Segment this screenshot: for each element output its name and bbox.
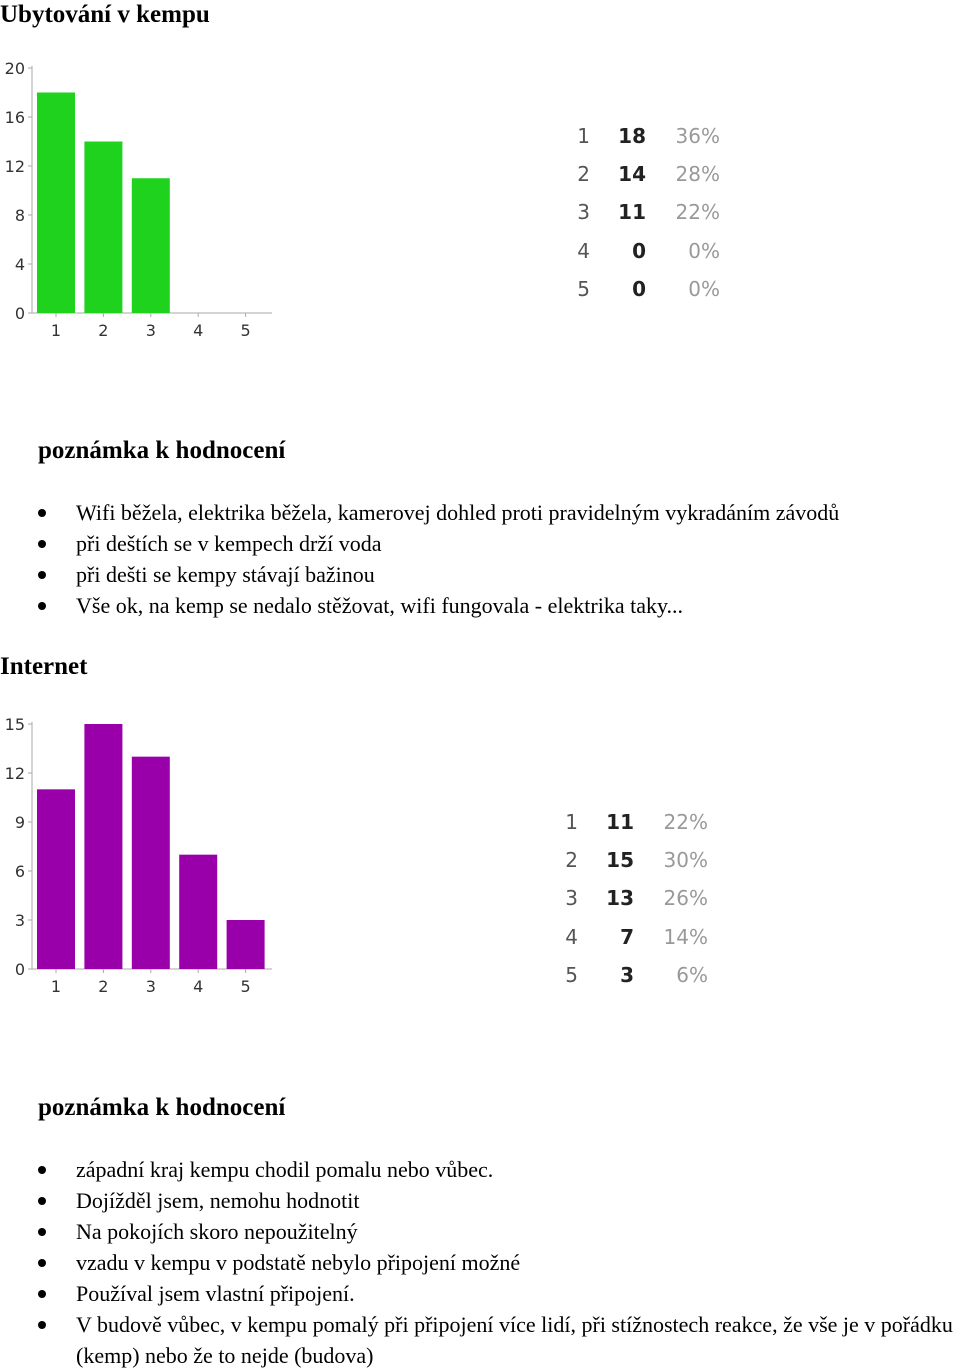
stat-percentage: 26% <box>663 886 708 911</box>
stat-count: 13 <box>606 886 634 911</box>
bar-3 <box>132 178 170 313</box>
stat-percentage: 30% <box>663 848 708 873</box>
y-tick-label: 12 <box>4 157 25 176</box>
stat-category: 5 <box>577 276 590 301</box>
y-tick-label: 20 <box>4 59 25 78</box>
bar-4 <box>179 855 217 969</box>
note-item: Wifi běžela, elektrika běžela, kamerovej dohled proti pravidelným vykradáním závodů <box>76 497 960 528</box>
notes-list-internet <box>0 1154 960 1371</box>
stat-category: 3 <box>565 886 578 911</box>
section-title-internet: Internet <box>0 653 88 680</box>
x-tick-label: 5 <box>240 321 251 340</box>
stat-percentage: 22% <box>663 810 708 834</box>
bar-1 <box>37 93 75 314</box>
x-tick-label: 3 <box>145 977 156 996</box>
stat-count: 18 <box>618 124 646 148</box>
stat-count: 3 <box>620 962 634 987</box>
notes-heading-internet: poznámka k hodnocení <box>38 1094 286 1121</box>
y-tick-label: 16 <box>4 108 25 127</box>
note-item: Na pokojích skoro nepoužitelný <box>76 1216 960 1247</box>
stat-category: 2 <box>565 848 578 873</box>
bar-chart-internet <box>0 708 290 1008</box>
note-item: Dojížděl jsem, nemohu hodnotit <box>76 1185 960 1216</box>
stat-count: 11 <box>606 810 634 834</box>
stat-count: 0 <box>632 238 646 263</box>
stat-percentage: 22% <box>675 200 720 225</box>
y-tick-label: 8 <box>14 206 25 225</box>
y-tick-label: 15 <box>4 715 25 734</box>
bar-chart-ubytovani <box>0 52 290 352</box>
x-tick-label: 4 <box>193 977 204 996</box>
x-tick-label: 2 <box>98 321 109 340</box>
y-tick-label: 6 <box>14 862 25 881</box>
bar-2 <box>84 724 122 969</box>
stat-percentage: 28% <box>675 162 720 187</box>
stat-count: 15 <box>606 848 634 873</box>
stat-category: 3 <box>577 200 590 225</box>
note-item: Vše ok, na kemp se nedalo stěžovat, wifi fungovala - elektrika taky... <box>76 590 960 621</box>
bar-1 <box>37 789 75 969</box>
notes-list-ubytovani <box>0 497 960 621</box>
x-tick-label: 3 <box>145 321 156 340</box>
stat-percentage: 6% <box>676 962 708 987</box>
stat-percentage: 14% <box>663 924 708 949</box>
x-tick-label: 1 <box>50 321 62 340</box>
stat-count: 14 <box>618 162 646 187</box>
stat-count: 11 <box>618 200 646 225</box>
stat-category: 1 <box>577 124 590 148</box>
stat-count: 0 <box>632 276 646 301</box>
y-tick-label: 0 <box>14 960 25 979</box>
stat-category: 1 <box>565 810 578 834</box>
x-tick-label: 2 <box>98 977 109 996</box>
note-item: V budově vůbec, v kempu pomalý při připojení více lidí, při stížnostech reakce, že vše je v pořádku (kemp) nebo že to nejde (budova) <box>76 1309 960 1371</box>
x-tick-label: 5 <box>240 977 251 996</box>
x-tick-label: 4 <box>193 321 204 340</box>
y-tick-label: 9 <box>14 813 25 832</box>
note-item: při deštích se v kempech drží voda <box>76 528 960 559</box>
y-tick-label: 12 <box>4 764 25 783</box>
stat-category: 2 <box>577 162 590 187</box>
note-item: Používal jsem vlastní připojení. <box>76 1278 960 1309</box>
y-tick-label: 0 <box>14 304 25 323</box>
stat-percentage: 0% <box>688 238 720 263</box>
stat-percentage: 36% <box>675 124 720 148</box>
stat-percentage: 0% <box>688 276 720 301</box>
y-tick-label: 4 <box>14 255 25 274</box>
note-item: západní kraj kempu chodil pomalu nebo vůbec. <box>76 1154 960 1185</box>
stat-category: 5 <box>565 962 578 987</box>
note-item: vzadu v kempu v podstatě nebylo připojení možné <box>76 1247 960 1278</box>
stat-category: 4 <box>577 238 590 263</box>
x-tick-label: 1 <box>50 977 62 996</box>
stat-category: 4 <box>565 924 578 949</box>
bar-2 <box>84 142 122 314</box>
section-title-ubytovani: Ubytování v kempu <box>0 1 210 28</box>
y-tick-label: 3 <box>14 911 25 930</box>
stat-count: 7 <box>620 924 634 949</box>
note-item: při dešti se kempy stávají bažinou <box>76 559 960 590</box>
bar-3 <box>132 757 170 969</box>
notes-heading-ubytovani: poznámka k hodnocení <box>38 437 286 464</box>
bar-5 <box>227 920 265 969</box>
